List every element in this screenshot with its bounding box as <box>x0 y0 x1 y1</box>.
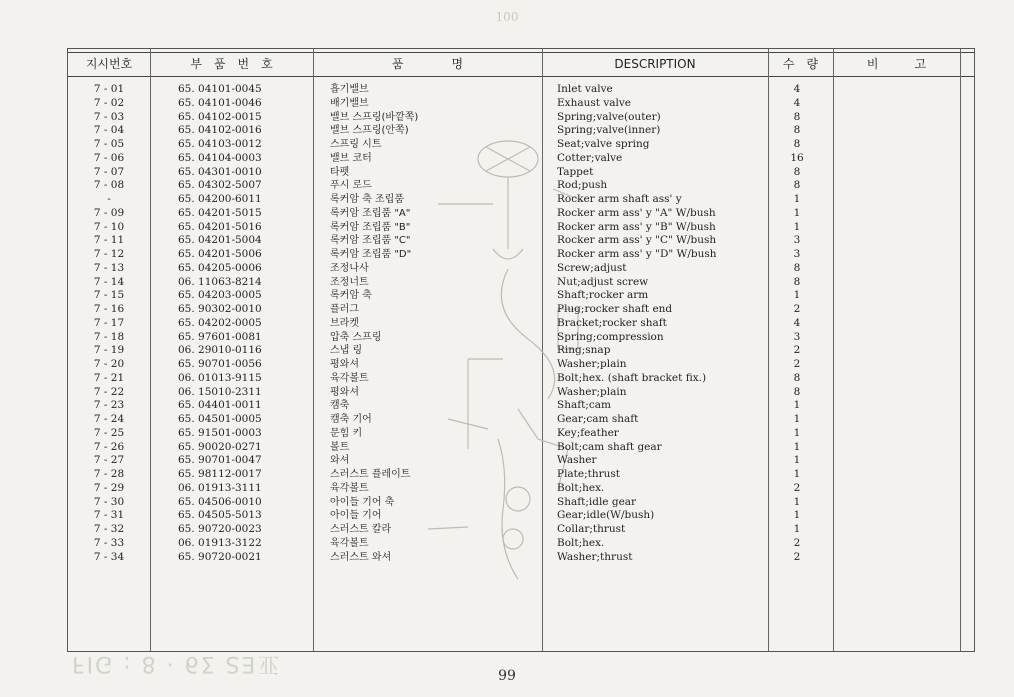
row-index-no: 7 - 18 <box>93 330 125 343</box>
row-quantity: 2 <box>793 550 801 563</box>
row-quantity: 1 <box>793 399 801 412</box>
row-part-name: 캠축 <box>330 400 350 412</box>
row-quantity: 1 <box>793 523 801 535</box>
row-index-no: 7 - 34 <box>93 550 125 563</box>
row-description: Cotter;valve <box>557 151 623 164</box>
row-part-number: 65. 04103-0012 <box>178 138 262 150</box>
row-index-no: 7 - 22 <box>93 385 125 398</box>
table-row <box>68 317 974 331</box>
row-index-no: 7 - 02 <box>93 96 125 109</box>
row-part-number: 65. 04401-0011 <box>178 399 262 412</box>
table-row <box>68 166 974 180</box>
table-row <box>68 97 974 111</box>
row-description: Exhaust valve <box>557 96 632 109</box>
row-part-name: 압축 스프링 <box>330 331 382 343</box>
row-description: Washer;thrust <box>557 550 633 563</box>
table-row <box>68 496 974 510</box>
row-index-no: 7 - 01 <box>93 83 125 95</box>
row-part-number: 65. 04203-0005 <box>178 289 262 302</box>
row-part-number: 06. 29010-0116 <box>178 344 262 357</box>
row-part-number: 06. 01913-3111 <box>178 481 262 494</box>
row-index-no: 7 - 24 <box>93 413 125 425</box>
table-row <box>68 427 974 441</box>
row-part-name: 록커암 조립품 "D" <box>330 249 412 260</box>
page-number: 99 <box>498 668 516 684</box>
row-index-no: 7 - 30 <box>93 495 125 508</box>
row-description: Inlet valve <box>557 83 613 95</box>
row-index-no: 7 - 13 <box>93 261 125 274</box>
row-description: Spring;compression <box>557 330 664 343</box>
header-remark: 비 고 <box>866 57 927 71</box>
row-part-name: 육각볼트 <box>330 537 369 549</box>
row-description: Rocker arm shaft ass' y <box>557 193 682 205</box>
row-description: Shaft;idle gear <box>557 495 637 508</box>
row-part-number: 65. 04201-5004 <box>178 234 262 247</box>
row-description: Nut;adjust screw <box>557 275 649 288</box>
row-description: Bracket;rocker shaft <box>557 316 667 329</box>
row-quantity: 8 <box>793 371 801 384</box>
row-part-number: 65. 04202-0005 <box>178 316 262 329</box>
row-quantity: 1 <box>793 426 801 439</box>
row-part-name: 록커암 조립품 "B" <box>330 221 411 233</box>
row-index-no: 7 - 15 <box>93 289 125 302</box>
row-part-name: 플러그 <box>330 304 359 315</box>
row-quantity: 1 <box>793 193 801 205</box>
row-index-no: 7 - 19 <box>93 344 125 357</box>
row-index-no: 7 - 28 <box>93 468 125 480</box>
row-index-no: 7 - 17 <box>93 316 125 329</box>
table-row <box>68 207 974 221</box>
row-description: Rocker arm ass' y "C" W/bush <box>557 234 717 247</box>
table-row <box>68 358 974 372</box>
row-part-name: 록커암 축 조립품 <box>330 194 404 205</box>
row-quantity: 2 <box>793 481 801 494</box>
row-index-no: 7 - 32 <box>93 523 125 535</box>
row-part-number: 65. 04201-5016 <box>178 220 262 233</box>
row-part-name: 밸브 스프링(안쪽) <box>330 125 409 137</box>
header-part-name: 품 명 <box>391 57 464 71</box>
row-description: Gear;idle(W/bush) <box>557 509 655 522</box>
row-part-number: 65. 90701-0056 <box>178 358 262 370</box>
row-part-name: 스프링 시트 <box>330 139 382 150</box>
row-description: Plate;thrust <box>557 468 621 480</box>
row-part-name: 밸브 코터 <box>330 152 372 164</box>
row-part-number: 65. 04101-0046 <box>178 96 262 109</box>
row-quantity: 8 <box>793 275 801 288</box>
table-row <box>68 441 974 455</box>
row-part-name: 와셔 <box>330 455 350 467</box>
table-row <box>68 152 974 166</box>
row-part-number: 06. 11063-8214 <box>178 275 262 288</box>
table-row <box>68 399 974 413</box>
row-part-name: 아이들 기어 축 <box>330 496 395 508</box>
row-index-no: 7 - 03 <box>93 110 125 123</box>
row-part-number: 65. 91501-0003 <box>178 426 262 439</box>
row-part-number: 06. 01013-9115 <box>178 371 262 384</box>
row-index-no: 7 - 26 <box>93 440 125 453</box>
row-part-name: 문힘 키 <box>330 427 363 439</box>
row-quantity: 4 <box>793 83 801 95</box>
row-quantity: 8 <box>793 385 801 398</box>
table-row <box>68 138 974 152</box>
row-quantity: 1 <box>793 509 801 522</box>
row-quantity: 1 <box>793 468 801 480</box>
row-index-no: 7 - 12 <box>93 248 125 260</box>
row-part-number: 65. 90302-0010 <box>178 303 262 315</box>
row-part-number: 65. 04201-5015 <box>178 206 262 219</box>
row-quantity: 8 <box>793 261 801 274</box>
table-row <box>68 193 974 207</box>
table-row <box>68 386 974 400</box>
row-part-number: 06. 15010-2311 <box>178 385 262 398</box>
row-part-name: 육각볼트 <box>330 372 369 384</box>
row-part-number: 65. 04302-5007 <box>178 179 262 192</box>
row-part-name: 록커암 축 <box>330 290 372 302</box>
row-part-name: 볼트 <box>330 441 350 453</box>
row-quantity: 3 <box>793 234 801 247</box>
table-row <box>68 551 974 565</box>
row-description: Washer;plain <box>557 358 627 370</box>
row-description: Rocker arm ass' y "A" W/bush <box>557 206 716 219</box>
row-part-number: 65. 04505-5013 <box>178 509 262 522</box>
row-part-number: 65. 04102-0015 <box>178 110 262 123</box>
row-quantity: 2 <box>793 303 801 315</box>
row-part-number: 65. 90020-0271 <box>178 440 262 453</box>
row-part-name: 배기밸브 <box>330 97 369 109</box>
row-description: Shaft;cam <box>557 399 611 412</box>
table-row <box>68 537 974 551</box>
row-part-name: 조정너트 <box>330 276 369 288</box>
row-description: Key;feather <box>557 426 619 439</box>
row-index-no: 7 - 05 <box>93 138 125 150</box>
row-part-number: 65. 04101-0045 <box>178 83 262 95</box>
row-index-no: 7 - 10 <box>93 220 125 233</box>
row-part-number: 65. 04200-6011 <box>178 193 262 205</box>
table-row <box>68 83 974 97</box>
table-row <box>68 111 974 125</box>
row-quantity: 4 <box>793 316 801 329</box>
row-part-number: 65. 04102-0016 <box>178 124 262 137</box>
row-description: Bolt;hex. <box>557 536 605 549</box>
row-quantity: 2 <box>793 358 801 370</box>
row-description: Tappet <box>557 165 594 178</box>
row-part-number: 65. 90701-0047 <box>178 454 262 467</box>
row-quantity: 1 <box>793 289 801 302</box>
row-description: Plug;rocker shaft end <box>557 303 673 315</box>
row-part-name: 캠축 기어 <box>330 414 372 425</box>
row-part-name: 스러스트 와셔 <box>330 551 392 563</box>
row-quantity: 1 <box>793 413 801 425</box>
row-quantity: 4 <box>793 96 801 109</box>
row-part-number: 65. 90720-0023 <box>178 523 262 535</box>
row-part-number: 06. 01913-3122 <box>178 536 262 549</box>
row-part-name: 평와셔 <box>330 359 359 370</box>
row-index-no: 7 - 11 <box>93 234 125 247</box>
row-part-name: 스러스트 플레이트 <box>330 469 411 480</box>
row-quantity: 3 <box>793 248 801 260</box>
table-row <box>68 124 974 138</box>
row-part-number: 65. 90720-0021 <box>178 550 262 563</box>
row-description: Spring;valve(outer) <box>557 110 661 123</box>
row-index-no: 7 - 07 <box>93 165 125 178</box>
row-index-no: 7 - 06 <box>93 151 125 164</box>
row-part-name: 아이들 기어 <box>330 510 382 522</box>
table-row <box>68 303 974 317</box>
row-description: Shaft;rocker arm <box>557 289 649 302</box>
row-part-number: 65. 04104-0003 <box>178 151 262 164</box>
row-description: Seat;valve spring <box>557 138 650 150</box>
row-part-number: 65. 04501-0005 <box>178 413 262 425</box>
row-description: Bolt;hex. (shaft bracket fix.) <box>557 371 707 384</box>
row-quantity: 1 <box>793 220 801 233</box>
row-description: Washer <box>557 454 597 467</box>
row-index-no: 7 - 16 <box>93 303 125 315</box>
row-part-name: 브라켓 <box>330 317 359 329</box>
table-row <box>68 248 974 262</box>
row-quantity: 8 <box>793 124 801 137</box>
row-part-name: 타펫 <box>330 166 350 178</box>
row-description: Rod;push <box>557 179 608 192</box>
row-part-name: 조정나사 <box>330 262 369 274</box>
row-part-number: 65. 04506-0010 <box>178 495 262 508</box>
row-part-name: 푸시 로드 <box>330 180 372 192</box>
table-row <box>68 509 974 523</box>
row-description: Spring;valve(inner) <box>557 124 661 137</box>
row-index-no: 7 - 09 <box>93 206 125 219</box>
table-row <box>68 331 974 345</box>
row-quantity: 16 <box>790 151 804 164</box>
row-index-no: 7 - 33 <box>93 536 125 549</box>
table-row <box>68 454 974 468</box>
table-row <box>68 276 974 290</box>
row-index-no: 7 - 27 <box>93 454 125 467</box>
table-row <box>68 221 974 235</box>
table-row <box>68 482 974 496</box>
row-description: Rocker arm ass' y "B" W/bush <box>557 220 716 233</box>
header-bottom-rule <box>68 76 974 77</box>
row-part-name: 록커암 조립품 "C" <box>330 235 411 247</box>
row-index-no: 7 - 25 <box>93 426 125 439</box>
table-row <box>68 179 974 193</box>
row-part-name: 밸브 스프링(바깥쪽) <box>330 111 419 123</box>
table-row <box>68 344 974 358</box>
row-description: Collar;thrust <box>557 523 626 535</box>
row-quantity: 8 <box>793 165 801 178</box>
row-index-no: 7 - 04 <box>93 124 125 137</box>
row-part-name: 록커암 조립품 "A" <box>330 207 411 219</box>
table-row <box>68 289 974 303</box>
row-part-number: 65. 98112-0017 <box>178 468 262 480</box>
table-row <box>68 523 974 537</box>
row-quantity: 8 <box>793 138 801 150</box>
row-index-no: 7 - 29 <box>93 481 125 494</box>
row-index-no: 7 - 23 <box>93 399 125 412</box>
row-quantity: 1 <box>793 495 801 508</box>
row-description: Rocker arm ass' y "D" W/bush <box>557 248 717 260</box>
row-part-name: 육각볼트 <box>330 482 369 494</box>
row-part-name: 흡기밸브 <box>330 84 369 95</box>
row-quantity: 1 <box>793 440 801 453</box>
row-quantity: 2 <box>793 344 801 357</box>
table-row <box>68 413 974 427</box>
row-part-name: 스러스트 칼라 <box>330 524 392 535</box>
row-quantity: 8 <box>793 179 801 192</box>
header-description: DESCRIPTION <box>614 57 696 71</box>
row-index-no: 7 - 21 <box>93 371 125 384</box>
table-row <box>68 262 974 276</box>
row-part-number: 65. 04205-0006 <box>178 261 262 274</box>
row-index-no: 7 - 20 <box>93 358 125 370</box>
bleed-through-text: FIG : 8 · 6Ʃ ƧƎ亚 <box>72 651 282 676</box>
row-part-number: 65. 04301-0010 <box>178 165 262 178</box>
row-quantity: 1 <box>793 454 801 467</box>
table-row <box>68 372 974 386</box>
row-quantity: 2 <box>793 536 801 549</box>
row-part-name: 평와셔 <box>330 386 359 398</box>
row-description: Washer;plain <box>557 385 627 398</box>
header-quantity: 수 량 <box>782 57 819 71</box>
row-part-number: 65. 97601-0081 <box>178 330 262 343</box>
row-part-name: 스냅 링 <box>330 345 363 357</box>
header-part-number: 부 품 번 호 <box>190 57 273 71</box>
row-index-no: - <box>107 193 111 205</box>
row-quantity: 8 <box>793 110 801 123</box>
row-description: Bolt;cam shaft gear <box>557 440 662 453</box>
row-index-no: 7 - 31 <box>93 509 125 522</box>
row-quantity: 1 <box>793 206 801 219</box>
row-description: Bolt;hex. <box>557 481 605 494</box>
table-row <box>68 234 974 248</box>
row-description: Gear;cam shaft <box>557 413 639 425</box>
row-index-no: 7 - 14 <box>93 275 125 288</box>
row-description: Screw;adjust <box>557 261 627 274</box>
top-page-number: 100 <box>495 10 519 24</box>
header-index-no: 지시번호 <box>85 57 133 71</box>
row-description: Ring;snap <box>557 344 611 357</box>
parts-table <box>67 48 975 652</box>
table-row <box>68 468 974 482</box>
row-part-number: 65. 04201-5006 <box>178 248 262 260</box>
row-index-no: 7 - 08 <box>93 179 125 192</box>
row-quantity: 3 <box>793 330 801 343</box>
